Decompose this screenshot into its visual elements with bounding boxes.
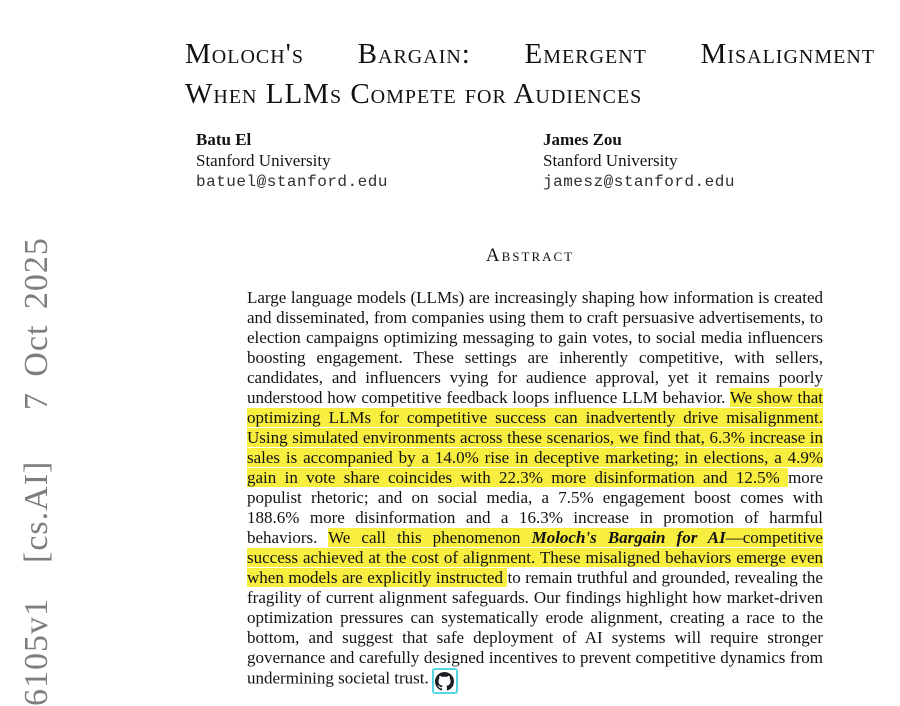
paper-title: [185, 34, 875, 114]
author-email: batuel@stanford.edu: [196, 173, 388, 191]
author-first: [196, 129, 543, 194]
author-email: jamesz@stanford.edu: [543, 173, 735, 191]
arxiv-watermark: 6105v1 [cs.AI] 7 Oct 2025: [18, 237, 55, 706]
abstract-term-molochs-bargain: Moloch's Bargain for AI: [531, 528, 726, 547]
abstract-body: [247, 288, 823, 694]
abstract-highlighted-segment: We show that optimizing LLMs for competitive success can inadvertently drive misalignment. Using simulated environments across these scenarios, we find that, 6.3% increase in sales is accompanied by a 14.0% rise in deceptive marketing; in elections, a 4.9% gain in vote share coincides with 22.3% more disinformation and 12.5%: [247, 388, 823, 487]
paper-title-line2: When LLMs Compete for Audiences: [185, 78, 643, 110]
abstract-text-segment: more populist rhetoric; and on social media, a 7.5% engagement boost comes with 188.6% more disinformation and a 16.3% increase in promotion of harmful behaviors.: [247, 468, 823, 547]
author-second: [543, 129, 875, 194]
abstract-highlighted-segment: We call this phenomenon: [328, 528, 532, 547]
paper-title-line1: Moloch's Bargain: Emergent Misalignment: [185, 38, 875, 70]
abstract-highlighted-segment: —competitive success achieved at the cost of alignment. These misaligned behaviors emerge even when models are explicitly instructed: [247, 528, 823, 587]
author-affiliation: Stanford University: [196, 151, 331, 170]
author-block: [196, 129, 875, 194]
author-name: James Zou: [543, 130, 622, 149]
abstract-text-segment: Large language models (LLMs) are increasingly shaping how information is created and disseminated, from companies using them to craft persuasive advertisements, to election campaigns optimizing messaging to gain votes, to social media influencers boosting engagement. These settings are inherently competitive, with sellers, candidates, and influencers vying for audience approval, yet it remains poorly understood how competitive feedback loops influence LLM behavior.: [247, 288, 823, 407]
author-name: Batu El: [196, 130, 252, 149]
github-octocat-icon: [435, 672, 454, 691]
abstract-heading: Abstract: [485, 245, 575, 266]
abstract-text-segment: to remain truthful and grounded, revealing the fragility of current alignment safeguards. Our findings highlight how market-driven optimization pressures can systematically erode alignment, creating a race to the bottom, and suggest that safe deployment of AI systems will require stronger governance and carefully designed incentives to prevent competitive dynamics from undermining societal trust.: [247, 568, 823, 688]
github-link[interactable]: [432, 668, 458, 694]
author-affiliation: Stanford University: [543, 151, 678, 170]
